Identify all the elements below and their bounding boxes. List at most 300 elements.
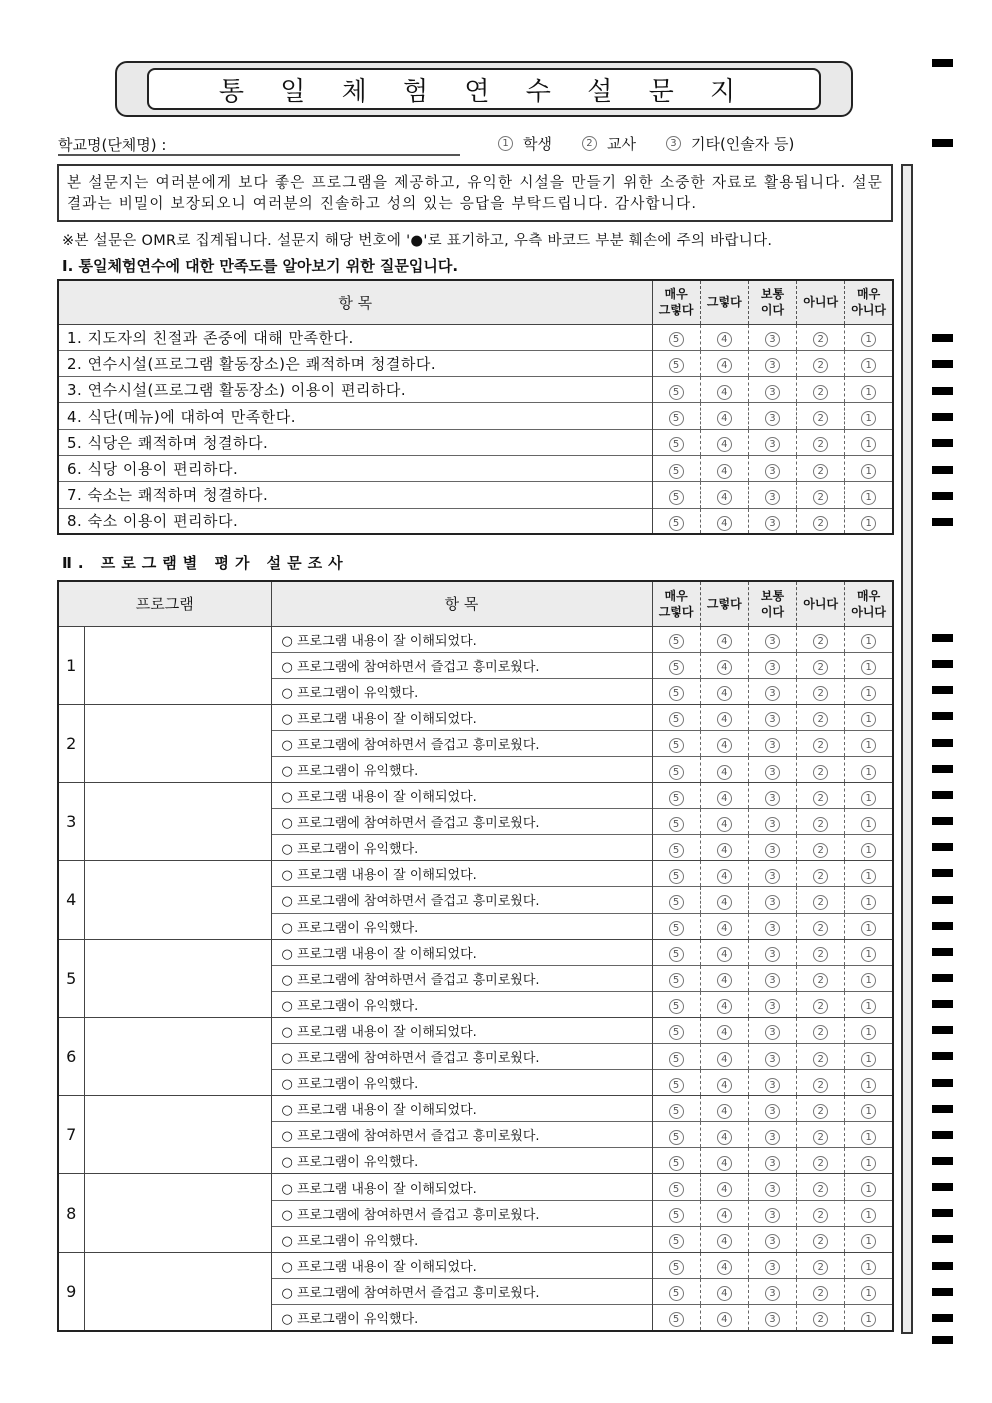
program-name-field[interactable] (84, 1174, 271, 1252)
answer-bubble-1[interactable]: 1 (861, 765, 876, 780)
answer-cell (700, 1148, 748, 1174)
answer-bubble-1[interactable]: 1 (861, 869, 876, 884)
timing-mark (932, 974, 953, 982)
answer-bubble-3[interactable]: 3 (765, 921, 780, 936)
answer-bubble-3[interactable]: 3 (765, 1182, 780, 1197)
answer-cell (797, 324, 845, 350)
answer-bubble-5[interactable]: 5 (669, 1130, 684, 1145)
answer-bubble-1[interactable]: 1 (861, 1078, 876, 1093)
answer-bubble-4[interactable]: 4 (717, 385, 732, 400)
answer-bubble-3[interactable]: 3 (765, 1104, 780, 1119)
answer-bubble-1[interactable]: 1 (861, 411, 876, 426)
answer-cell (652, 1096, 700, 1122)
answer-bubble-5[interactable]: 5 (669, 712, 684, 727)
timing-mark (932, 1288, 953, 1296)
scale-header-1: 매우 아니다 (845, 581, 893, 626)
answer-bubble-4[interactable]: 4 (717, 1260, 732, 1275)
answer-cell (700, 783, 748, 809)
answer-bubble-1[interactable]: 1 (861, 660, 876, 675)
answer-cell (748, 809, 796, 835)
answer-cell (748, 730, 796, 756)
program-name-field[interactable] (84, 939, 271, 1017)
program-name-field[interactable] (84, 783, 271, 861)
answer-cell (797, 1174, 845, 1200)
answer-cell (845, 652, 893, 678)
answer-bubble-5[interactable]: 5 (669, 464, 684, 479)
answer-bubble-4[interactable]: 4 (717, 999, 732, 1014)
answer-bubble-2[interactable]: 2 (813, 332, 828, 347)
program-header: 프로그램 (58, 581, 271, 626)
answer-bubble-5[interactable]: 5 (669, 1286, 684, 1301)
answer-bubble-3[interactable]: 3 (765, 358, 780, 373)
answer-bubble-5[interactable]: 5 (669, 1234, 684, 1249)
answer-cell (845, 324, 893, 350)
question-text: ○ 프로그램에 참여하면서 즐겁고 흥미로웠다. (271, 809, 652, 835)
answer-cell (652, 455, 700, 481)
question-text: ○ 프로그램 내용이 잘 이해되었다. (271, 1252, 652, 1278)
answer-bubble-4[interactable]: 4 (717, 1182, 732, 1197)
answer-cell (652, 1200, 700, 1226)
answer-bubble-1[interactable]: 1 (861, 634, 876, 649)
answer-bubble-4[interactable]: 4 (717, 1312, 732, 1327)
timing-mark (932, 1183, 953, 1191)
program-question-row (58, 1174, 893, 1200)
answer-cell (797, 756, 845, 782)
answer-bubble-2[interactable]: 2 (813, 765, 828, 780)
answer-bubble-1[interactable]: 1 (861, 332, 876, 347)
timing-mark (932, 1209, 953, 1217)
answer-bubble-3[interactable]: 3 (765, 1286, 780, 1301)
answer-bubble-2[interactable]: 2 (813, 1260, 828, 1275)
answer-bubble-1[interactable]: 1 (861, 712, 876, 727)
item-header: 항 목 (58, 280, 652, 324)
answer-cell (845, 1017, 893, 1043)
answer-bubble-1[interactable]: 1 (861, 1286, 876, 1301)
answer-cell (797, 835, 845, 861)
role-option-3[interactable] (666, 133, 794, 154)
answer-bubble-4[interactable]: 4 (717, 817, 732, 832)
timing-mark (932, 634, 953, 642)
answer-bubble-2[interactable]: 2 (813, 437, 828, 452)
answer-bubble-4[interactable]: 4 (717, 738, 732, 753)
program-question-row (58, 783, 893, 809)
answer-bubble-4[interactable]: 4 (717, 358, 732, 373)
answer-bubble-2[interactable]: 2 (813, 464, 828, 479)
answer-bubble-3[interactable]: 3 (765, 437, 780, 452)
answer-bubble-5[interactable]: 5 (669, 765, 684, 780)
answer-cell (748, 756, 796, 782)
page-title: 통 일 체 험 연 수 설 문 지 (147, 68, 821, 110)
answer-bubble-2[interactable]: 2 (813, 385, 828, 400)
answer-cell (845, 678, 893, 704)
answer-bubble-5[interactable]: 5 (669, 895, 684, 910)
section1-title: Ⅰ. 통일체험연수에 대한 만족도를 알아보기 위한 질문입니다. (62, 257, 459, 275)
answer-bubble-2[interactable]: 2 (813, 516, 828, 531)
answer-cell (748, 1252, 796, 1278)
answer-bubble-2[interactable]: 2 (813, 817, 828, 832)
answer-cell (700, 1044, 748, 1070)
answer-bubble-2[interactable]: 2 (813, 1078, 828, 1093)
answer-bubble-1[interactable]: 1 (861, 1182, 876, 1197)
answer-cell (652, 730, 700, 756)
answer-bubble-3[interactable]: 3 (765, 817, 780, 832)
answer-bubble-1[interactable]: 1 (861, 817, 876, 832)
answer-bubble-2[interactable]: 2 (813, 973, 828, 988)
scale-header-2: 아니다 (797, 280, 845, 324)
answer-bubble-2[interactable]: 2 (813, 1052, 828, 1067)
answer-bubble-1[interactable]: 1 (861, 1312, 876, 1327)
answer-cell (797, 783, 845, 809)
answer-cell (845, 455, 893, 481)
question-text: ○ 프로그램 내용이 잘 이해되었다. (271, 626, 652, 652)
answer-bubble-1[interactable]: 1 (861, 358, 876, 373)
answer-bubble-1[interactable]: 1 (861, 843, 876, 858)
answer-cell (845, 1122, 893, 1148)
answer-bubble-4[interactable]: 4 (717, 1025, 732, 1040)
answer-bubble-2[interactable]: 2 (813, 411, 828, 426)
answer-bubble-3[interactable]: 3 (765, 843, 780, 858)
answer-bubble-3[interactable]: 3 (765, 1130, 780, 1145)
answer-bubble-2[interactable]: 2 (813, 947, 828, 962)
answer-cell (797, 350, 845, 376)
answer-bubble-4[interactable]: 4 (717, 791, 732, 806)
answer-bubble-3[interactable]: 3 (765, 516, 780, 531)
question-row (58, 429, 893, 455)
answer-bubble-5[interactable]: 5 (669, 843, 684, 858)
answer-cell (797, 1070, 845, 1096)
answer-bubble-3[interactable]: 3 (765, 1234, 780, 1249)
answer-cell (652, 756, 700, 782)
answer-bubble-3[interactable]: 3 (765, 385, 780, 400)
answer-bubble-2[interactable]: 2 (813, 1208, 828, 1223)
answer-bubble-5[interactable]: 5 (669, 1182, 684, 1197)
answer-bubble-5[interactable]: 5 (669, 490, 684, 505)
answer-bubble-4[interactable]: 4 (717, 895, 732, 910)
answer-cell (700, 1174, 748, 1200)
question-text: ○ 프로그램 내용이 잘 이해되었다. (271, 783, 652, 809)
answer-bubble-5[interactable]: 5 (669, 437, 684, 452)
answer-bubble-2[interactable]: 2 (813, 1312, 828, 1327)
answer-cell (845, 861, 893, 887)
answer-bubble-1[interactable]: 1 (861, 921, 876, 936)
answer-bubble-5[interactable]: 5 (669, 921, 684, 936)
answer-bubble-4[interactable]: 4 (717, 973, 732, 988)
answer-bubble-1[interactable]: 1 (861, 1130, 876, 1145)
answer-bubble-1[interactable]: 1 (861, 385, 876, 400)
answer-bubble-4[interactable]: 4 (717, 765, 732, 780)
answer-bubble-5[interactable]: 5 (669, 947, 684, 962)
answer-bubble-3[interactable]: 3 (765, 947, 780, 962)
answer-bubble-5[interactable]: 5 (669, 791, 684, 806)
answer-bubble-5[interactable]: 5 (669, 999, 684, 1014)
answer-bubble-4[interactable]: 4 (717, 634, 732, 649)
answer-cell (652, 1304, 700, 1330)
answer-cell (845, 730, 893, 756)
timing-mark (932, 1079, 953, 1087)
answer-bubble-5[interactable]: 5 (669, 1260, 684, 1275)
role-label: 학생 (523, 135, 552, 153)
answer-bubble-4[interactable]: 4 (717, 660, 732, 675)
answer-bubble-5[interactable]: 5 (669, 1052, 684, 1067)
answer-cell (700, 1200, 748, 1226)
answer-cell (700, 965, 748, 991)
answer-bubble-1[interactable]: 1 (861, 1208, 876, 1223)
answer-bubble-2[interactable]: 2 (813, 490, 828, 505)
program-name-field[interactable] (84, 1096, 271, 1174)
answer-bubble-4[interactable]: 4 (717, 1052, 732, 1067)
answer-bubble-3[interactable]: 3 (765, 686, 780, 701)
answer-cell (845, 1252, 893, 1278)
item-header: 항 목 (271, 581, 652, 626)
answer-bubble-4[interactable]: 4 (717, 1286, 732, 1301)
answer-bubble-4[interactable]: 4 (717, 712, 732, 727)
question-text: 7. 숙소는 쾌적하며 청결하다. (58, 482, 652, 508)
answer-cell (652, 482, 700, 508)
role-option-2[interactable] (582, 133, 636, 154)
answer-bubble-5[interactable]: 5 (669, 1078, 684, 1093)
answer-bubble-5[interactable]: 5 (669, 869, 684, 884)
answer-bubble-2[interactable]: 2 (813, 634, 828, 649)
answer-cell (797, 1148, 845, 1174)
answer-bubble-3[interactable]: 3 (765, 332, 780, 347)
timing-mark (932, 387, 953, 395)
answer-cell (845, 1304, 893, 1330)
answer-bubble-1[interactable]: 1 (861, 437, 876, 452)
answer-bubble-5[interactable]: 5 (669, 660, 684, 675)
program-name-field[interactable] (84, 1017, 271, 1095)
answer-cell (700, 887, 748, 913)
answer-bubble-5[interactable]: 5 (669, 516, 684, 531)
answer-bubble-4[interactable]: 4 (717, 869, 732, 884)
answer-bubble-2[interactable]: 2 (813, 843, 828, 858)
answer-bubble-3[interactable]: 3 (765, 791, 780, 806)
answer-bubble-1[interactable]: 1 (861, 791, 876, 806)
answer-bubble-3[interactable]: 3 (765, 411, 780, 426)
question-text: ○ 프로그램이 유익했다. (271, 1148, 652, 1174)
timing-mark (932, 1026, 953, 1034)
answer-bubble-2[interactable]: 2 (813, 1182, 828, 1197)
answer-bubble-3[interactable]: 3 (765, 712, 780, 727)
answer-bubble-2[interactable]: 2 (813, 738, 828, 753)
answer-bubble-1[interactable]: 1 (861, 516, 876, 531)
answer-bubble-1[interactable]: 1 (861, 464, 876, 479)
answer-cell (748, 508, 796, 534)
answer-bubble-5[interactable]: 5 (669, 411, 684, 426)
answer-bubble-3[interactable]: 3 (765, 634, 780, 649)
answer-bubble-2[interactable]: 2 (813, 1234, 828, 1249)
answer-cell (700, 1122, 748, 1148)
answer-bubble-1[interactable]: 1 (861, 738, 876, 753)
answer-cell (748, 835, 796, 861)
answer-bubble-4[interactable]: 4 (717, 1208, 732, 1223)
answer-bubble-4[interactable]: 4 (717, 843, 732, 858)
answer-bubble-1[interactable]: 1 (861, 895, 876, 910)
answer-bubble-5[interactable]: 5 (669, 1156, 684, 1171)
answer-cell (748, 1044, 796, 1070)
answer-bubble-4[interactable]: 4 (717, 1156, 732, 1171)
section2-title: Ⅱ. 프로그램별 평가 설문조사 (62, 554, 349, 572)
answer-bubble-2[interactable]: 2 (813, 712, 828, 727)
answer-bubble-5[interactable]: 5 (669, 634, 684, 649)
answer-bubble-3[interactable]: 3 (765, 1052, 780, 1067)
answer-cell (700, 482, 748, 508)
answer-bubble-3[interactable]: 3 (765, 1208, 780, 1223)
answer-bubble-4[interactable]: 4 (717, 332, 732, 347)
answer-bubble-4[interactable]: 4 (717, 490, 732, 505)
answer-cell (845, 809, 893, 835)
answer-bubble-5[interactable]: 5 (669, 973, 684, 988)
answer-bubble-4[interactable]: 4 (717, 686, 732, 701)
answer-bubble-4[interactable]: 4 (717, 1078, 732, 1093)
answer-cell (652, 704, 700, 730)
answer-bubble-5[interactable]: 5 (669, 1312, 684, 1327)
timing-mark (932, 712, 953, 720)
answer-bubble-2[interactable]: 2 (813, 1025, 828, 1040)
answer-bubble-1[interactable]: 1 (861, 1104, 876, 1119)
answer-bubble-3[interactable]: 3 (765, 1078, 780, 1093)
answer-bubble-2[interactable]: 2 (813, 1156, 828, 1171)
answer-bubble-3[interactable]: 3 (765, 1260, 780, 1275)
answer-cell (797, 1044, 845, 1070)
answer-bubble-1[interactable]: 1 (861, 947, 876, 962)
program-name-field[interactable] (84, 626, 271, 704)
answer-bubble-3[interactable]: 3 (765, 738, 780, 753)
timing-mark (932, 1131, 953, 1139)
program-question-row (58, 626, 893, 652)
answer-bubble-4[interactable]: 4 (717, 464, 732, 479)
answer-bubble-4[interactable]: 4 (717, 1130, 732, 1145)
barcode-rail (901, 164, 913, 1334)
answer-bubble-1[interactable]: 1 (861, 1260, 876, 1275)
answer-cell (700, 991, 748, 1017)
answer-bubble-3[interactable]: 3 (765, 973, 780, 988)
answer-bubble-3[interactable]: 3 (765, 1025, 780, 1040)
answer-bubble-1[interactable]: 1 (861, 999, 876, 1014)
answer-cell (748, 783, 796, 809)
program-number: 1 (58, 626, 84, 704)
answer-bubble-4[interactable]: 4 (717, 437, 732, 452)
program-question-row (58, 1252, 893, 1278)
answer-bubble-2[interactable]: 2 (813, 686, 828, 701)
answer-cell (797, 730, 845, 756)
answer-cell (845, 783, 893, 809)
scale-header-3: 보통 이다 (748, 581, 796, 626)
answer-bubble-1[interactable]: 1 (861, 1234, 876, 1249)
circled-number-icon[interactable]: 2 (582, 136, 597, 151)
answer-bubble-1[interactable]: 1 (861, 973, 876, 988)
answer-cell (700, 350, 748, 376)
answer-bubble-2[interactable]: 2 (813, 660, 828, 675)
answer-bubble-4[interactable]: 4 (717, 1234, 732, 1249)
answer-bubble-3[interactable]: 3 (765, 999, 780, 1014)
answer-bubble-2[interactable]: 2 (813, 358, 828, 373)
answer-bubble-3[interactable]: 3 (765, 895, 780, 910)
answer-bubble-4[interactable]: 4 (717, 1104, 732, 1119)
answer-bubble-4[interactable]: 4 (717, 921, 732, 936)
answer-cell (748, 652, 796, 678)
answer-cell (700, 1304, 748, 1330)
answer-bubble-1[interactable]: 1 (861, 1156, 876, 1171)
answer-bubble-5[interactable]: 5 (669, 738, 684, 753)
answer-cell (748, 403, 796, 429)
answer-cell (652, 783, 700, 809)
answer-cell (845, 1226, 893, 1252)
program-name-field[interactable] (84, 861, 271, 939)
answer-cell (748, 350, 796, 376)
answer-cell (797, 1122, 845, 1148)
school-name-field[interactable] (58, 134, 460, 156)
answer-cell (700, 730, 748, 756)
program-number: 4 (58, 861, 84, 939)
answer-cell (652, 835, 700, 861)
timing-mark (932, 1235, 953, 1243)
answer-bubble-4[interactable]: 4 (717, 411, 732, 426)
answer-bubble-2[interactable]: 2 (813, 869, 828, 884)
answer-cell (652, 678, 700, 704)
answer-bubble-3[interactable]: 3 (765, 660, 780, 675)
program-name-field[interactable] (84, 704, 271, 782)
answer-bubble-5[interactable]: 5 (669, 686, 684, 701)
question-row (58, 508, 893, 534)
answer-cell (700, 1226, 748, 1252)
answer-bubble-1[interactable]: 1 (861, 1025, 876, 1040)
program-name-field[interactable] (84, 1252, 271, 1330)
answer-bubble-2[interactable]: 2 (813, 1286, 828, 1301)
answer-bubble-2[interactable]: 2 (813, 999, 828, 1014)
answer-bubble-2[interactable]: 2 (813, 895, 828, 910)
answer-cell (652, 939, 700, 965)
answer-bubble-1[interactable]: 1 (861, 490, 876, 505)
answer-bubble-1[interactable]: 1 (861, 1052, 876, 1067)
answer-bubble-3[interactable]: 3 (765, 1156, 780, 1171)
answer-cell (652, 350, 700, 376)
answer-bubble-3[interactable]: 3 (765, 765, 780, 780)
answer-cell (652, 1017, 700, 1043)
program-number: 3 (58, 783, 84, 861)
answer-bubble-2[interactable]: 2 (813, 1104, 828, 1119)
timing-mark (932, 948, 953, 956)
answer-bubble-5[interactable]: 5 (669, 332, 684, 347)
answer-bubble-5[interactable]: 5 (669, 1025, 684, 1040)
answer-cell (748, 939, 796, 965)
answer-bubble-2[interactable]: 2 (813, 791, 828, 806)
answer-bubble-3[interactable]: 3 (765, 490, 780, 505)
answer-bubble-5[interactable]: 5 (669, 1104, 684, 1119)
timing-mark (932, 439, 953, 447)
question-text: ○ 프로그램이 유익했다. (271, 756, 652, 782)
timing-mark (932, 765, 953, 773)
answer-bubble-5[interactable]: 5 (669, 358, 684, 373)
answer-bubble-5[interactable]: 5 (669, 385, 684, 400)
answer-bubble-3[interactable]: 3 (765, 464, 780, 479)
answer-cell (845, 939, 893, 965)
answer-bubble-5[interactable]: 5 (669, 1208, 684, 1223)
answer-cell (797, 482, 845, 508)
answer-bubble-3[interactable]: 3 (765, 869, 780, 884)
role-option-1[interactable] (498, 133, 552, 154)
circled-number-icon[interactable]: 3 (666, 136, 681, 151)
answer-cell (797, 652, 845, 678)
circled-number-icon[interactable]: 1 (498, 136, 513, 151)
answer-bubble-3[interactable]: 3 (765, 1312, 780, 1327)
answer-bubble-4[interactable]: 4 (717, 947, 732, 962)
answer-bubble-1[interactable]: 1 (861, 686, 876, 701)
answer-bubble-2[interactable]: 2 (813, 921, 828, 936)
answer-bubble-5[interactable]: 5 (669, 817, 684, 832)
answer-bubble-4[interactable]: 4 (717, 516, 732, 531)
answer-cell (845, 377, 893, 403)
answer-bubble-2[interactable]: 2 (813, 1130, 828, 1145)
